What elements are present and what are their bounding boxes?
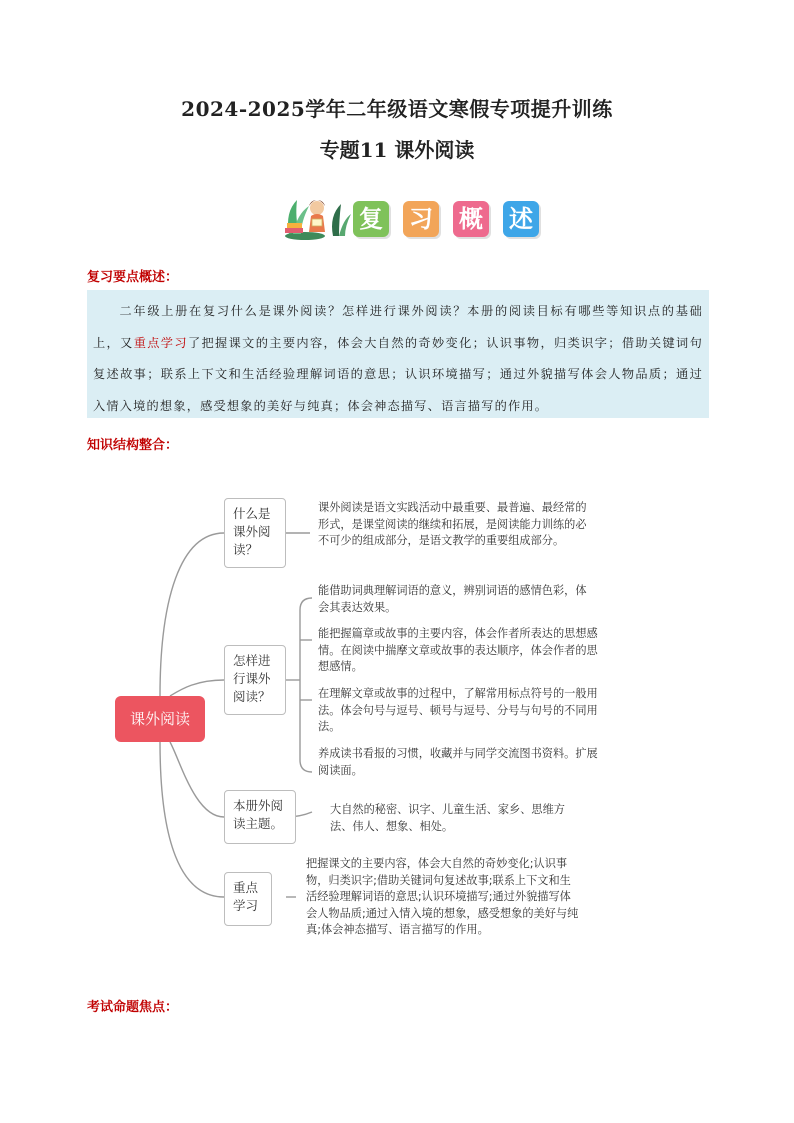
summary-text-1: 二年级上册在复习什么是课外阅读？怎样进行课外阅读？本册的阅读目标有哪些等知识点的基础上，又 — [93, 304, 703, 350]
banner-tile-3: 概 — [453, 201, 489, 237]
how-detail-4: 养成读书看报的习惯，收藏并与同学交流图书资料。扩展阅读面。 — [318, 747, 598, 777]
what-detail: 课外阅读是语文实践活动中最重要、最普遍、最经常的形式，是课堂阅读的继续和拓展，是阅读能力训练的必不可少的组成部分，是语文教学的重要组成部分。 — [318, 501, 587, 547]
banner-tile-1: 复 — [353, 201, 389, 237]
reading-girl-illustration — [283, 192, 353, 242]
mindmap-root: 课外阅读 — [115, 696, 205, 742]
document-title: 2024-2025学年二年级语文寒假专项提升训练 — [181, 97, 613, 121]
structure-heading: 知识结构整合： — [87, 438, 179, 453]
banner-tile-2: 习 — [403, 201, 439, 237]
themes-detail: 大自然的秘密、识字、儿童生活、家乡、思维方法、伟人、想象、相处。 — [330, 803, 565, 833]
topic-title: 专题11 课外阅读 — [319, 138, 475, 162]
mindmap-node-focus: 重点学习 — [224, 872, 272, 926]
summary-box — [87, 290, 709, 418]
review-heading: 复习要点概述： — [87, 270, 179, 285]
how-detail-1: 能借助词典理解词语的意义，辨别词语的感情色彩，体会其表达效果。 — [318, 584, 587, 614]
summary-text-2: 了把握课文的主要内容，体会大自然的奇妙变化；认识事物，归类识字；借助关键词句复述故事；联系上下文和生活经验理解词语的意思；认识环境描写；通过外貌描写体会人物品质；通过入情入境的想象，感受想象的美好与纯真；体会神态描写、语言描写的作用。 — [93, 335, 703, 413]
summary-highlight: 重点学习 — [133, 335, 188, 350]
mindmap-node-what: 什么是课外阅读？ — [224, 498, 286, 568]
mindmap-node-how: 怎样进行课外阅读？ — [224, 645, 286, 715]
how-detail-2: 能把握篇章或故事的主要内容，体会作者所表达的思想感情。在阅读中揣摩文章或故事的表达顺序，体会作者的思想感情。 — [318, 627, 598, 673]
focus-detail: 把握课文的主要内容，体会大自然的奇妙变化;认识事物，归类识字;借助关键词句复述故事;联系上下文和生活经验理解词语的意思;认识环境描写;通过外貌描写体会人物品质;通过入情入境的想象，感受想象的美好与纯真;体会神态描写、语言描写的作用。 — [306, 857, 579, 936]
banner-tile-4: 述 — [503, 201, 539, 237]
how-detail-3: 在理解文章或故事的过程中，了解常用标点符号的一般用法。体会句号与逗号、顿号与逗号、分号与句号的不同用法。 — [318, 687, 598, 733]
review-overview-banner — [283, 192, 543, 242]
exam-heading: 考试命题焦点： — [87, 1000, 179, 1015]
mindmap-node-themes: 本册外阅读主题。 — [224, 790, 296, 844]
